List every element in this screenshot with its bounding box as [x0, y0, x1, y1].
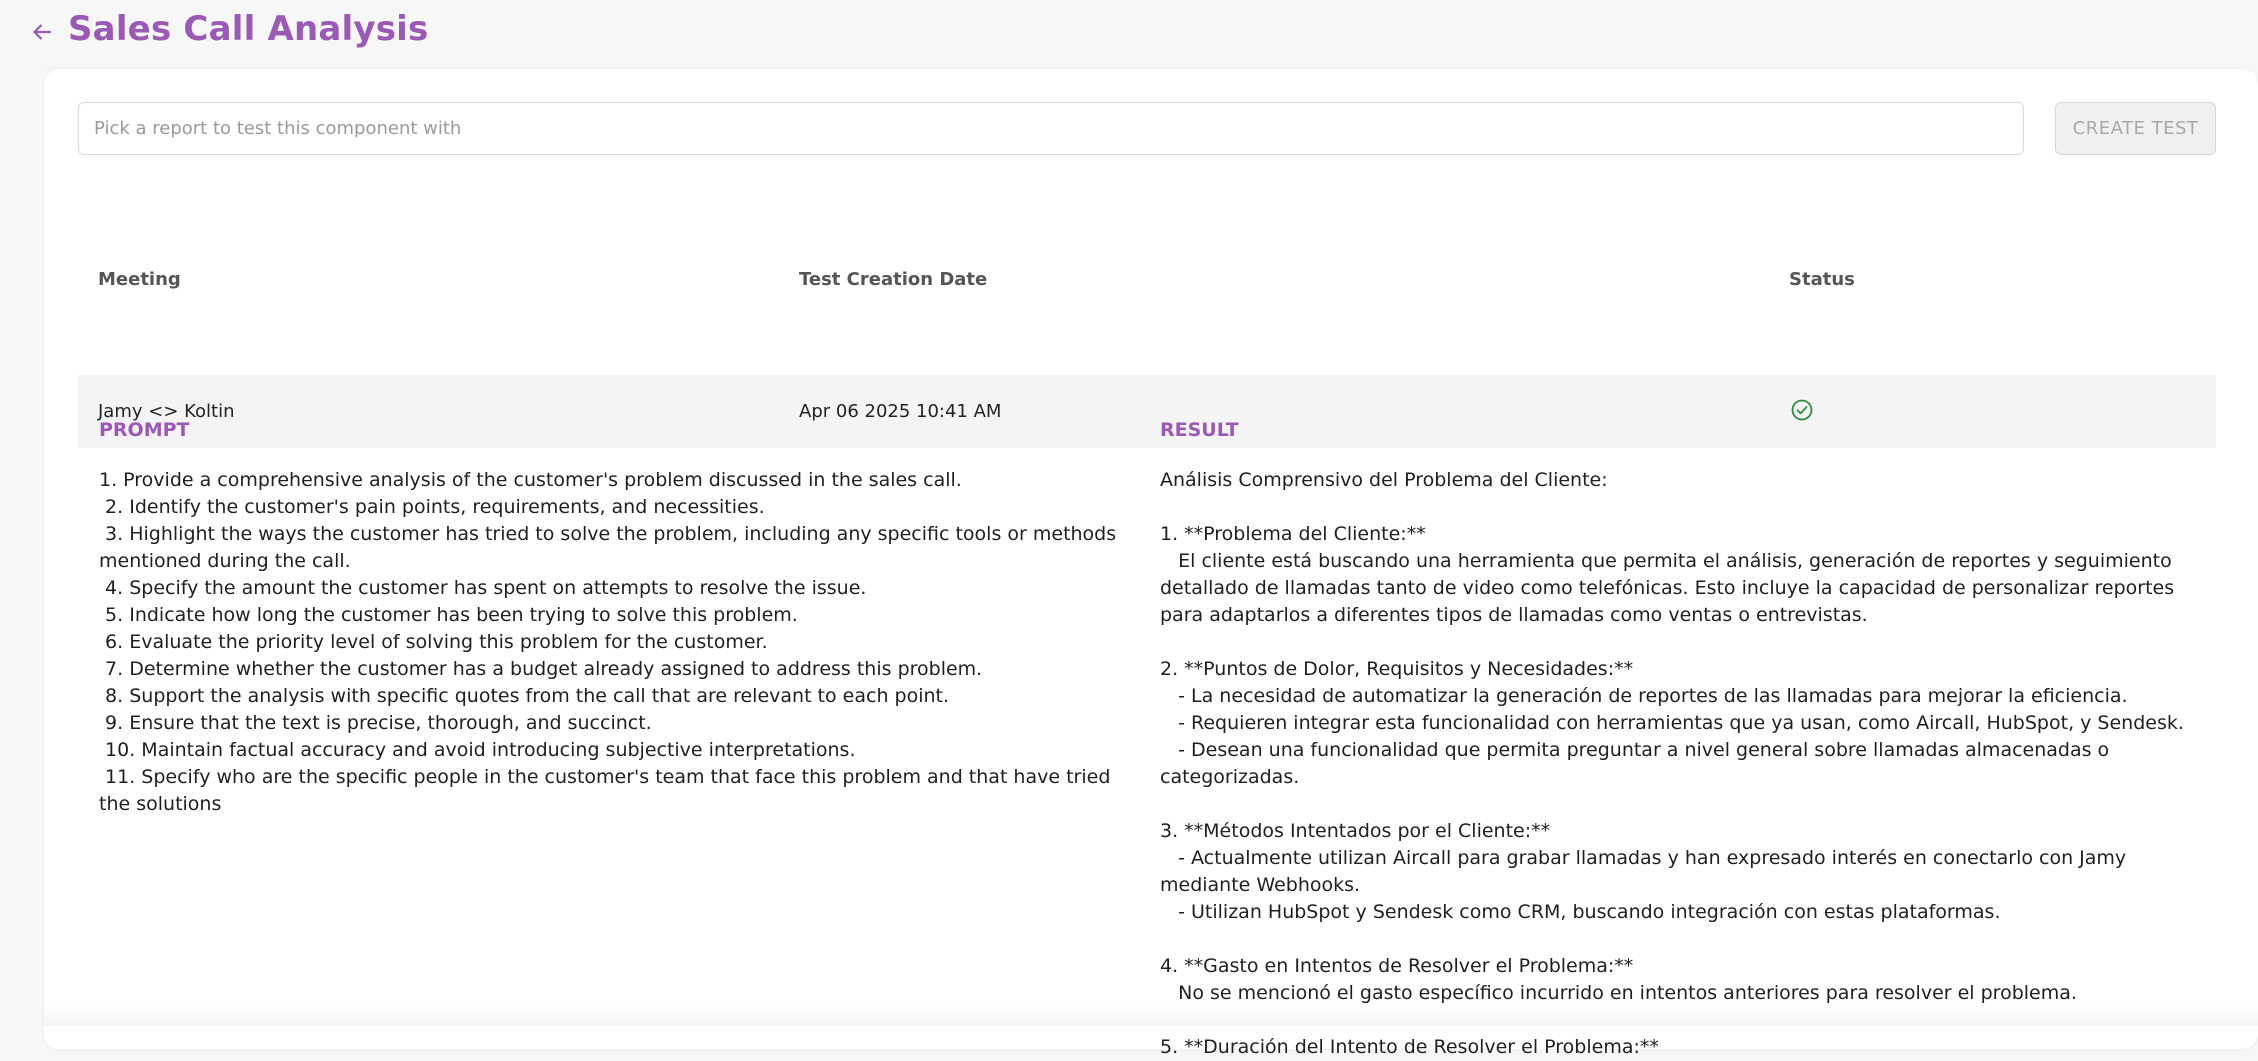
result-text: Análisis Comprensivo del Problema del Cliente: 1. **Problema del Cliente:** El cliente está buscando una herramienta que permita el análisis, generación de reportes y seguimiento detallado de llamadas tanto de video como telefónicas. Esto incluye la capacidad de personalizar reportes para adaptarlos a diferentes tipos de llamadas como ventas o entrevistas. 2. **Puntos de Dolor, Requisitos y Necesidades:** - La necesidad de automatizar la generación de reportes de las llamadas para mejorar la eficiencia. - Requieren integrar esta funcionalidad con herramientas que ya usan, como Aircall, HubSpot, y Sendesk. - Desean una funcionalidad que permita preguntar a nivel general sobre llamadas almacenadas o categorizadas. 3. **Métodos Intentados por el Cliente:** - Actualmente utilizan Aircall para grabar llamadas y han expresado interés en conectarlo con Jamy mediante Webhooks. - Utilizan HubSpot y Sendesk como CRM, buscando integración con estas plataformas. 4. **Gasto en Intentos de Resolver el Problema:** No se mencionó el gasto específico incurrido en intentos anteriores para resolver el problema. 5. **Duración del Intento de Resolver el Problema:** [1160, 469, 2184, 1058]
prompt-text: 1. Provide a comprehensive analysis of the customer's problem discussed in the sales call. 2. Identify the customer's pain points, requirements, and necessities. 3. Highlight the ways the customer has tried to solve the problem, including any specific tools or methods mentioned during the call. 4. Specify the amount the customer has spent on attempts to resolve the issue. 5. Indicate how long the customer has been trying to solve this problem. 6. Evaluate the priority level of solving this problem for the customer. 7. Determine whether the customer has a budget already assigned to address this problem. 8. Support the analysis with specific quotes from the call that are relevant to each point. 9. Ensure that the text is precise, thorough, and succinct. 10. Maintain factual accuracy and avoid introducing subjective interpretations. 11. Specify who are the specific people in the customer's team that face this problem and that have tried the solutions [99, 469, 1117, 815]
table-row[interactable] [78, 375, 2216, 448]
column-header-date: Test Creation Date [799, 269, 988, 290]
prompt-title: PROMPT [99, 419, 190, 441]
check-circle-icon [1790, 398, 1814, 422]
arrow-left-icon [31, 21, 53, 43]
scroll-fade [44, 1006, 2258, 1026]
page-header [0, 0, 2258, 66]
result-title: RESULT [1160, 419, 1239, 441]
table-header [78, 269, 2216, 304]
meeting-cell: Jamy <> Koltin [98, 401, 235, 422]
back-button[interactable] [28, 18, 56, 46]
column-header-status: Status [1789, 269, 1855, 290]
main-card [44, 69, 2258, 1058]
column-header-meeting: Meeting [98, 269, 181, 290]
report-picker-input[interactable] [78, 102, 2024, 155]
date-cell: Apr 06 2025 10:41 AM [799, 401, 1002, 422]
page-title: Sales Call Analysis [68, 9, 429, 49]
tests-table [78, 269, 2216, 422]
create-test-button[interactable]: CREATE TEST [2055, 102, 2216, 155]
